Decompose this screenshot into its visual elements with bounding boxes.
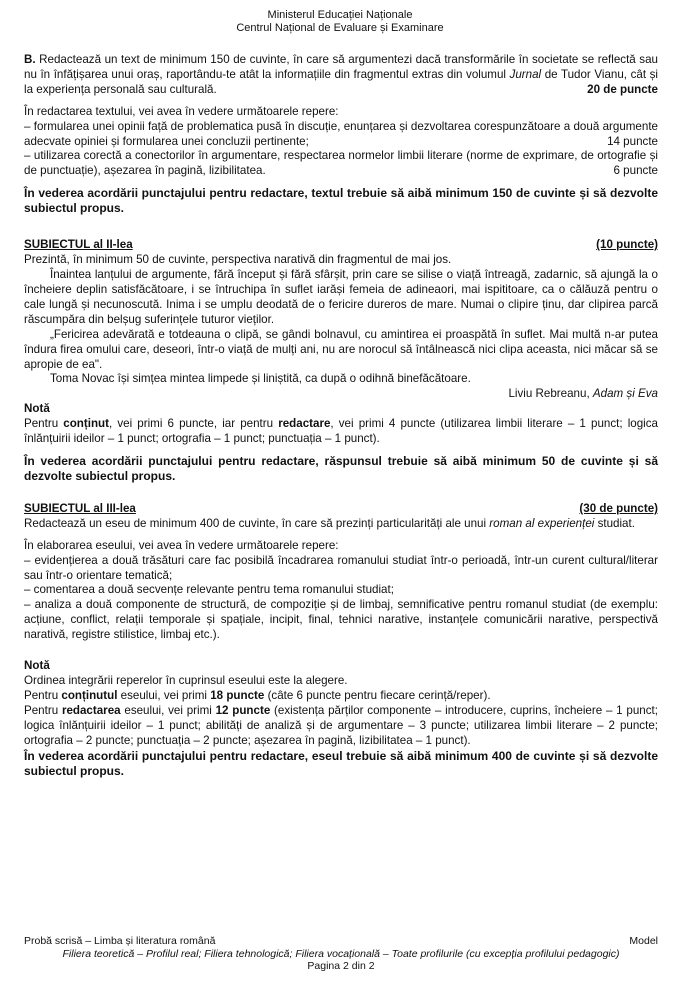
subject3-item1: – evidențierea a două trăsături care fac posibilă încadrarea romanului studiat într-o perioadă, într-un curent cultural/literar sau într-o orientare tematică; [24,553,658,582]
section-b-text: Redactează un text de minimum 150 de cuvinte, în care să argumentezi dacă transformările în societate se reflectă sau nu în înfățișarea unui oraș, raportându-te atât la informațiile din fragmentul extras din volumul [24,53,658,81]
subject2-title: SUBIECTUL al II-lea [24,238,133,252]
section-b-item2-points: 6 puncte [613,164,658,178]
subject3-note2-a: Pentru [24,688,62,702]
footer-page: Pagina 2 din 2 [307,960,375,973]
center-name: Centrul Național de Evaluare și Examinare [236,22,444,34]
subject2-bold-note: În vederea acordării punctajului pentru redactare, răspunsul trebuie să aibă minimum 50 de cuvinte și să dezvolte subiectul propus. [24,453,658,483]
subject3-note3-a: Pentru [24,703,62,717]
subject3-note2-b: conținutul [61,688,118,702]
subject3-note3-e: (existența părților componente – introducere, cuprins, încheiere – 1 punct; logica înlănțuirii ideilor – 1 punct; abilități de analiză și de argumentare – 3 puncte; utilizarea limbii literare – 2 puncte; ortografia – 2 puncte; punctuația – 2 puncte; așezarea în pagină, lizibilitatea – 1 punct). [24,703,658,747]
section-b-text2: de Tudor Vianu, cât și la experiența personală sau culturală. [24,67,658,96]
section-b-points: 20 de puncte [587,82,658,96]
subject3-note2-d: 18 puncte [210,688,265,702]
page-footer [24,935,658,973]
section-b-intro: În redactarea textului, vei avea în vedere următoarele repere: [24,104,339,118]
subject3-note3 [24,704,658,749]
subject3-note2 [24,689,658,704]
subject3-task [24,517,658,532]
section-b-lead: B. [24,53,36,66]
subject2-note-a: Pentru [24,417,64,431]
section-b-item1-text: – formularea unei opinii față de problematica pusă în discuție, enunțarea și dezvoltarea corespunzătoare a două argumente adecvate opiniei și formularea unei concluzii pertinente; [24,119,658,148]
subject3-note3-b: redactarea [61,703,121,717]
subject2-note-b: , vei primi 6 puncte, iar pentru [109,417,279,431]
subject2-para3: Toma Novac își simțea mintea limpede și liniștită, ca după o odihnă binefăcătoare. [50,372,471,386]
subject3-title: SUBIECTUL al III-lea [24,501,136,515]
subject3-note-title: Notă [24,659,50,673]
section-b-task [24,53,658,98]
subject2-source [24,387,658,402]
subject3-heading [24,502,658,517]
page-content [24,53,658,779]
subject3-note3-d: 12 puncte [215,703,271,717]
subject2-para1: Înaintea lanțului de argumente, fără început și fără sfârșit, prin care se silise o viață întreagă, zadarnic, să ajungă la o încheiere deplin satisfăcătoare, i se întruchipa în suflet iarăși femeia de adineaori, mai ispititoare, ca o călăuză pentru o cale lungă și necunoscută. Inima i se umplu deodată de o fericire dureros de mare. Numai o clipire ținu, dar clipirea parcă răscumpăra din belșug suferințele tuturor vieților. [24,268,658,326]
subject3-note2-c: eseului, vei primi [117,688,211,702]
subject2-points: (10 puncte) [596,238,658,252]
subject3-note3-c: eseului, vei primi [120,703,216,717]
subject2-note-redact: redactare [278,417,331,431]
subject3-item2: – comentarea a două secvențe relevante pentru tema romanului studiat; [24,583,394,597]
subject2-para2: „Fericirea adevărată e totdeauna o clipă, se gândi bolnavul, cu amintirea ei proaspătă în suflet. Mai multă n-ar putea îndura firea omului care, deseori, într-o viață de mulți ani, nu are norocul să întâlnească nici clipa aceasta, nici măcar să se apropie de ea". [24,327,658,371]
footer-model: Model [629,935,658,947]
subject3-note2-e: (câte 6 puncte pentru fiecare cerință/reper). [264,688,491,702]
page-header [0,9,680,35]
subject3-task-b: studiat. [594,516,635,530]
subject2-note-title: Notă [24,402,50,416]
subject2-note [24,417,658,447]
subject2-note-content: conținut [63,417,109,431]
subject2-note-c: , vei primi 4 puncte (utilizarea limbii literare – 1 punct; logica înlănțuirii ideilor – 1 punct; ortografia – 1 punct; punctuația – 1 punct). [24,417,658,446]
subject3-bold-note: În vederea acordării punctajului pentru redactare, eseul trebuie să aibă minimum 400 de cuvinte și să dezvolte subiectul propus. [24,748,658,778]
subject2-task: Prezintă, în minimum 50 de cuvinte, perspectiva narativă din fragmentul de mai jos. [24,253,452,267]
subject3-points: (30 de puncte) [579,501,658,515]
section-b-item1-points: 14 puncte [607,134,658,148]
subject2-heading [24,238,658,253]
subject3-task-italic: roman al experienței [489,516,595,530]
subject2-work: Adam și Eva [592,387,658,401]
subject3-intro: În elaborarea eseului, vei avea în vedere următoarele repere: [24,538,339,552]
footer-tracks: Filiera teoretică – Profilul real; Filiera tehnologică; Filiera vocațională – Toate profilurile (cu excepția profilului pedagogic) [62,947,620,960]
section-b-item2-text: – utilizarea corectă a conectorilor în argumentare, respectarea normelor limbii literare (norme de exprimare, de ortografie și de punctuație), așezarea în pagină, lizibilitatea. [24,149,658,178]
ministry-name: Ministerul Educației Naționale [267,9,413,21]
subject3-task-a: Redactează un eseu de minimum 400 de cuvinte, în care să prezinți particularități ale unui [24,516,490,530]
footer-exam: Probă scrisă – Limba și literatura română [24,935,216,947]
section-b-item2 [24,149,658,179]
section-b-work-title: Jurnal [509,67,542,81]
subject3-note1: Ordinea integrării reperelor în cuprinsul eseului este la alegere. [24,674,348,687]
subject2-author: Liviu Rebreanu, [508,387,593,401]
section-b-item1 [24,120,658,150]
section-b-bold-note: În vederea acordării punctajului pentru redactare, textul trebuie să aibă minimum 150 de cuvinte și să dezvolte subiectul propus. [24,186,658,216]
subject3-item3: – analiza a două componente de structură, de compoziție și de limbaj, semnificative pentru romanul studiat (de exemplu: acțiune, conflict, relații temporale și spațiale, incipit, final, tehnici narative, instanțele comunicării narative, perspectivă narativă, registre stilistice, limbaj etc.). [24,598,658,642]
